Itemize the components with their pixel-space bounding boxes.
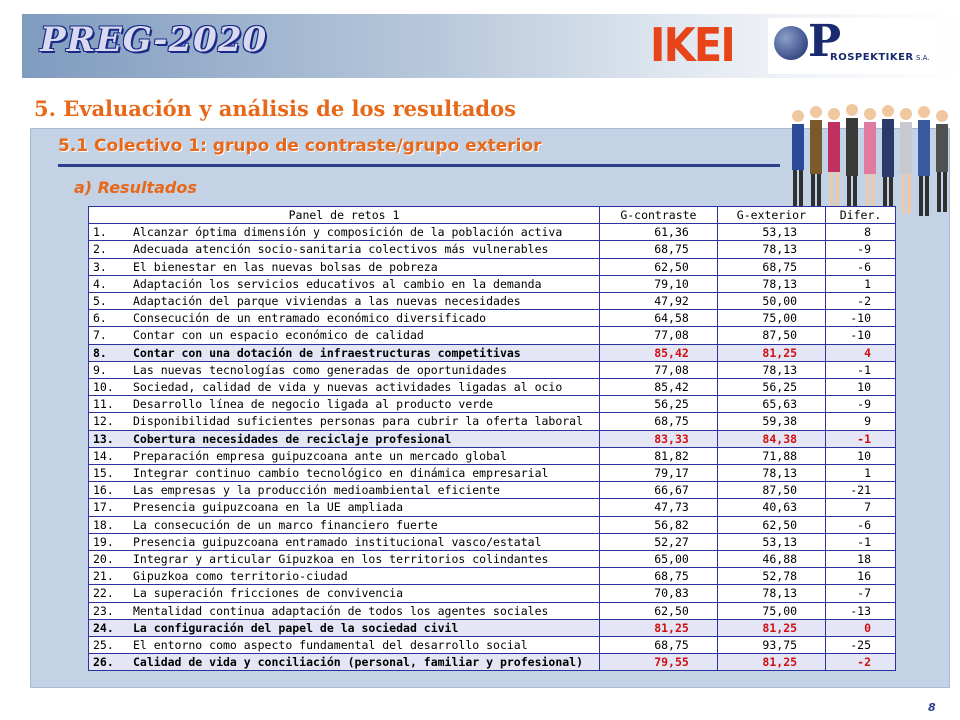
difference-value: 7 <box>826 499 896 516</box>
g-exterior-value: 46,88 <box>717 551 825 568</box>
challenge-cell <box>89 654 600 671</box>
g-exterior-value: 87,50 <box>717 327 825 344</box>
brand-title: PREG-2020 <box>40 20 268 60</box>
people-group-icon <box>792 104 948 217</box>
challenge-number: 15. <box>93 466 114 481</box>
g-exterior-value: 81,25 <box>717 619 825 636</box>
column-header-g-contraste: G-contraste <box>600 207 718 224</box>
challenge-label: Sociedad, calidad de vida y nuevas actividades ligadas al ocio <box>133 380 563 395</box>
g-exterior-value: 87,50 <box>717 482 825 499</box>
challenge-label: Preparación empresa guipuzcoana ante un mercado global <box>133 448 507 463</box>
table-row <box>89 465 896 482</box>
g-exterior-value: 53,13 <box>717 224 825 241</box>
difference-value: -13 <box>826 602 896 619</box>
challenge-label: La superación fricciones de convivencia <box>133 586 404 601</box>
difference-value: -9 <box>826 241 896 258</box>
g-exterior-value: 56,25 <box>717 379 825 396</box>
challenge-cell <box>89 361 600 378</box>
table-row <box>89 293 896 310</box>
challenge-label: Presencia guipuzcoana en la UE ampliada <box>133 500 404 515</box>
difference-value: 4 <box>826 344 896 361</box>
challenge-label: Alcanzar óptima dimensión y composición de la población activa <box>133 225 563 240</box>
challenge-label: Mentalidad continua adaptación de todos los agentes sociales <box>133 603 549 618</box>
challenge-cell <box>89 396 600 413</box>
table-row <box>89 379 896 396</box>
page-number: 8 <box>928 701 936 714</box>
g-contraste-value: 52,27 <box>600 533 718 550</box>
challenge-number: 8. <box>93 345 107 360</box>
challenge-cell <box>89 482 600 499</box>
challenge-cell <box>89 551 600 568</box>
g-contraste-value: 64,58 <box>600 310 718 327</box>
g-contraste-value: 56,82 <box>600 516 718 533</box>
g-exterior-value: 78,13 <box>717 465 825 482</box>
challenge-number: 12. <box>93 414 114 429</box>
table-row <box>89 344 896 361</box>
challenge-number: 26. <box>93 655 114 670</box>
challenge-label: Calidad de vida y conciliación (personal, familiar y profesional) <box>133 655 584 670</box>
challenges-table <box>88 206 896 671</box>
challenge-number: 11. <box>93 397 114 412</box>
challenge-number: 25. <box>93 638 114 653</box>
table-row <box>89 396 896 413</box>
g-exterior-value: 75,00 <box>717 602 825 619</box>
g-contraste-value: 77,08 <box>600 327 718 344</box>
prospektiker-logo-letter: P <box>808 16 842 67</box>
challenge-number: 19. <box>93 534 114 549</box>
g-contraste-value: 83,33 <box>600 430 718 447</box>
challenge-number: 17. <box>93 500 114 515</box>
challenge-number: 21. <box>93 569 114 584</box>
challenge-number: 2. <box>93 242 107 257</box>
difference-value: 1 <box>826 465 896 482</box>
subsection-heading: 5.1 Colectivo 1: grupo de contraste/grupo exterior <box>58 136 542 156</box>
table-row <box>89 447 896 464</box>
challenge-number: 22. <box>93 586 114 601</box>
ikei-logo: IKEI <box>650 18 734 72</box>
table-row <box>89 551 896 568</box>
challenge-label: Cobertura necesidades de reciclaje profesional <box>133 431 452 446</box>
challenge-label: Integrar y articular Gipuzkoa en los territorios colindantes <box>133 552 549 567</box>
challenge-cell <box>89 447 600 464</box>
challenge-cell <box>89 344 600 361</box>
difference-value: -6 <box>826 516 896 533</box>
challenge-cell <box>89 241 600 258</box>
challenge-number: 10. <box>93 380 114 395</box>
challenge-label: Adaptación los servicios educativos al cambio en la demanda <box>133 276 542 291</box>
g-exterior-value: 40,63 <box>717 499 825 516</box>
difference-value: -10 <box>826 327 896 344</box>
g-contraste-value: 79,10 <box>600 275 718 292</box>
challenge-label: Las empresas y la producción medioambiental eficiente <box>133 483 500 498</box>
heading-divider <box>58 164 780 167</box>
challenge-label: El bienestar en las nuevas bolsas de pobreza <box>133 259 438 274</box>
challenge-cell <box>89 499 600 516</box>
challenge-number: 1. <box>93 225 107 240</box>
g-exterior-value: 81,25 <box>717 344 825 361</box>
challenge-number: 14. <box>93 448 114 463</box>
difference-value: -6 <box>826 258 896 275</box>
difference-value: 8 <box>826 224 896 241</box>
challenge-number: 7. <box>93 328 107 343</box>
prospektiker-logo-word: ROSPEKTIKER <box>830 52 914 63</box>
g-exterior-value: 78,13 <box>717 241 825 258</box>
g-contraste-value: 61,36 <box>600 224 718 241</box>
prospektiker-logo-suffix: S.A. <box>916 54 930 62</box>
challenge-number: 18. <box>93 517 114 532</box>
challenge-cell <box>89 413 600 430</box>
table-row <box>89 602 896 619</box>
results-heading: a) Resultados <box>74 178 197 197</box>
table-row <box>89 327 896 344</box>
challenge-number: 4. <box>93 276 107 291</box>
difference-value: -7 <box>826 585 896 602</box>
column-header-g-exterior: G-exterior <box>717 207 825 224</box>
g-contraste-value: 62,50 <box>600 258 718 275</box>
g-exterior-value: 84,38 <box>717 430 825 447</box>
challenge-cell <box>89 533 600 550</box>
challenge-cell <box>89 327 600 344</box>
table-body <box>89 224 896 671</box>
table-row <box>89 310 896 327</box>
difference-value: 10 <box>826 447 896 464</box>
table-row <box>89 619 896 636</box>
difference-value: -1 <box>826 361 896 378</box>
challenge-label: El entorno como aspecto fundamental del desarrollo social <box>133 638 528 653</box>
difference-value: 9 <box>826 413 896 430</box>
table-row <box>89 430 896 447</box>
g-exterior-value: 52,78 <box>717 568 825 585</box>
table-row <box>89 258 896 275</box>
challenge-label: Integrar continuo cambio tecnológico en dinámica empresarial <box>133 466 549 481</box>
g-contraste-value: 85,42 <box>600 379 718 396</box>
challenge-cell <box>89 465 600 482</box>
table-header-row <box>89 207 896 224</box>
g-contraste-value: 77,08 <box>600 361 718 378</box>
challenge-cell <box>89 275 600 292</box>
g-exterior-value: 59,38 <box>717 413 825 430</box>
challenge-cell <box>89 379 600 396</box>
g-contraste-value: 65,00 <box>600 551 718 568</box>
g-exterior-value: 93,75 <box>717 637 825 654</box>
g-contraste-value: 66,67 <box>600 482 718 499</box>
challenge-label: Contar con una dotación de infraestructuras competitivas <box>133 345 521 360</box>
table-row <box>89 533 896 550</box>
g-contraste-value: 79,55 <box>600 654 718 671</box>
g-contraste-value: 85,42 <box>600 344 718 361</box>
table-row <box>89 585 896 602</box>
difference-value: -10 <box>826 310 896 327</box>
g-exterior-value: 78,13 <box>717 275 825 292</box>
challenge-cell <box>89 619 600 636</box>
table-row <box>89 654 896 671</box>
challenge-number: 23. <box>93 603 114 618</box>
g-exterior-value: 81,25 <box>717 654 825 671</box>
column-header-difer: Difer. <box>826 207 896 224</box>
challenge-cell <box>89 224 600 241</box>
table-row <box>89 482 896 499</box>
difference-value: -21 <box>826 482 896 499</box>
section-heading: 5. Evaluación y análisis de los resultados <box>34 96 516 121</box>
g-contraste-value: 81,25 <box>600 619 718 636</box>
challenge-label: Contar con un espacio económico de calidad <box>133 328 424 343</box>
table-row <box>89 413 896 430</box>
table-row <box>89 224 896 241</box>
challenge-cell <box>89 568 600 585</box>
challenge-cell <box>89 637 600 654</box>
challenge-label: Las nuevas tecnologías como generadas de oportunidades <box>133 362 507 377</box>
g-exterior-value: 78,13 <box>717 361 825 378</box>
column-header-panel: Panel de retos 1 <box>89 207 600 224</box>
challenge-number: 5. <box>93 294 107 309</box>
g-contraste-value: 68,75 <box>600 413 718 430</box>
difference-value: -9 <box>826 396 896 413</box>
challenge-label: Presencia guipuzcoana entramado institucional vasco/estatal <box>133 534 542 549</box>
globe-icon <box>774 26 808 60</box>
g-contraste-value: 81,82 <box>600 447 718 464</box>
g-contraste-value: 68,75 <box>600 568 718 585</box>
difference-value: -2 <box>826 654 896 671</box>
g-contraste-value: 68,75 <box>600 241 718 258</box>
challenge-number: 6. <box>93 311 107 326</box>
g-exterior-value: 62,50 <box>717 516 825 533</box>
table-row <box>89 516 896 533</box>
g-exterior-value: 78,13 <box>717 585 825 602</box>
table-row <box>89 499 896 516</box>
challenge-number: 20. <box>93 552 114 567</box>
challenge-label: Disponibilidad suficientes personas para cubrir la oferta laboral <box>133 414 584 429</box>
g-exterior-value: 68,75 <box>717 258 825 275</box>
difference-value: -1 <box>826 533 896 550</box>
table-row <box>89 275 896 292</box>
challenge-label: Consecución de un entramado económico diversificado <box>133 311 487 326</box>
challenge-label: Adaptación del parque viviendas a las nuevas necesidades <box>133 294 521 309</box>
difference-value: 18 <box>826 551 896 568</box>
challenge-label: Desarrollo línea de negocio ligada al producto verde <box>133 397 494 412</box>
challenge-number: 9. <box>93 362 107 377</box>
g-exterior-value: 50,00 <box>717 293 825 310</box>
g-contraste-value: 62,50 <box>600 602 718 619</box>
challenge-cell <box>89 293 600 310</box>
difference-value: -1 <box>826 430 896 447</box>
g-contraste-value: 56,25 <box>600 396 718 413</box>
challenge-number: 13. <box>93 431 114 446</box>
difference-value: -25 <box>826 637 896 654</box>
g-exterior-value: 75,00 <box>717 310 825 327</box>
challenge-label: Gipuzkoa como territorio-ciudad <box>133 569 348 584</box>
challenge-cell <box>89 430 600 447</box>
challenge-cell <box>89 310 600 327</box>
g-contraste-value: 47,73 <box>600 499 718 516</box>
g-contraste-value: 47,92 <box>600 293 718 310</box>
table-row <box>89 568 896 585</box>
challenge-cell <box>89 516 600 533</box>
challenge-number: 16. <box>93 483 114 498</box>
g-exterior-value: 71,88 <box>717 447 825 464</box>
difference-value: 0 <box>826 619 896 636</box>
difference-value: -2 <box>826 293 896 310</box>
table-row <box>89 361 896 378</box>
g-contraste-value: 70,83 <box>600 585 718 602</box>
challenge-label: La configuración del papel de la sociedad civil <box>133 620 459 635</box>
table-row <box>89 637 896 654</box>
challenge-cell <box>89 585 600 602</box>
g-contraste-value: 68,75 <box>600 637 718 654</box>
difference-value: 16 <box>826 568 896 585</box>
g-contraste-value: 79,17 <box>600 465 718 482</box>
g-exterior-value: 53,13 <box>717 533 825 550</box>
challenge-cell <box>89 258 600 275</box>
difference-value: 10 <box>826 379 896 396</box>
challenge-label: Adecuada atención socio-sanitaria colectivos más vulnerables <box>133 242 549 257</box>
g-exterior-value: 65,63 <box>717 396 825 413</box>
challenge-number: 3. <box>93 259 107 274</box>
challenge-number: 24. <box>93 620 114 635</box>
prospektiker-logo <box>768 18 936 74</box>
table-row <box>89 241 896 258</box>
challenge-label: La consecución de un marco financiero fuerte <box>133 517 438 532</box>
difference-value: 1 <box>826 275 896 292</box>
challenge-cell <box>89 602 600 619</box>
